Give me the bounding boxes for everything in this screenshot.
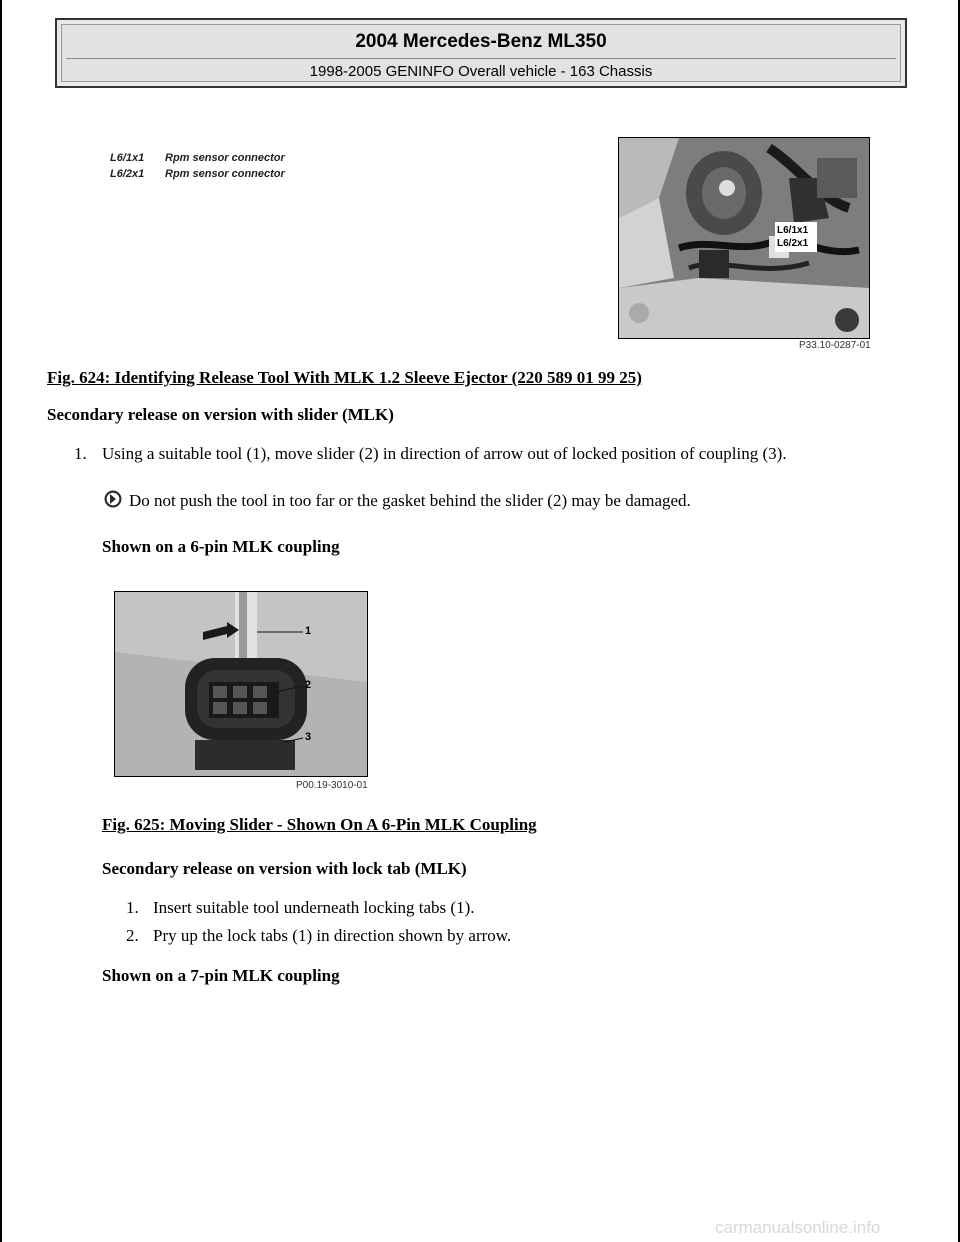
step-text: Using a suitable tool (1), move slider (2) in direction of arrow out of locked position of coupling (3). [102, 444, 787, 463]
legend-row [110, 168, 285, 184]
legend-row [110, 152, 285, 168]
figure-625-caption: Fig. 625: Moving Slider - Shown On A 6-Pin MLK Coupling [102, 815, 537, 834]
legend-code: L6/1x1 [110, 152, 145, 164]
note-icon [103, 489, 123, 509]
callout-label: 1 [305, 625, 312, 637]
page-border-left [0, 0, 2, 1242]
header-divider [66, 58, 896, 59]
watermark: carmanualsonline.info [715, 1218, 881, 1237]
photo-id-624: P33.10-0287-01 [799, 340, 871, 351]
section-heading-lock-tab: Secondary release on version with lock tab (MLK) [102, 859, 467, 878]
legend-label: Rpm sensor connector [165, 152, 285, 164]
note-text: Do not push the tool in too far or the gasket behind the slider (2) may be damaged. [129, 491, 691, 510]
photo-id-625: P00.19-3010-01 [296, 780, 368, 791]
engine-bay-illustration [619, 138, 869, 338]
photo-label: L6/2x1 [777, 238, 809, 249]
step-text: Pry up the lock tabs (1) in direction shown by arrow. [153, 926, 512, 945]
figure-624-caption: Fig. 624: Identifying Release Tool With MLK 1.2 Sleeve Ejector (220 589 01 99 25) [47, 368, 642, 387]
step-number: 1. [74, 444, 87, 463]
shown-on-7pin: Shown on a 7-pin MLK coupling [102, 966, 340, 985]
legend-label: Rpm sensor connector [165, 168, 285, 180]
document-header [55, 18, 907, 88]
coupling-photo [114, 591, 368, 777]
header-title: 2004 Mercedes-Benz ML350 [355, 31, 607, 52]
coupling-illustration [115, 592, 367, 776]
step-number: 1. [126, 898, 139, 917]
callout-label: 2 [305, 679, 312, 691]
engine-bay-photo [618, 137, 870, 339]
legend-code: L6/2x1 [110, 168, 145, 180]
photo-callout-labels [777, 224, 808, 250]
figure-624-legend [110, 152, 285, 184]
step-text: Insert suitable tool underneath locking tabs (1). [153, 898, 475, 917]
header-panel [61, 24, 901, 82]
photo-label: L6/1x1 [777, 225, 809, 236]
section-heading-slider: Secondary release on version with slider (MLK) [47, 405, 394, 424]
shown-on-6pin: Shown on a 6-pin MLK coupling [102, 537, 340, 556]
step-number: 2. [126, 926, 139, 945]
callout-label: 3 [305, 731, 312, 743]
header-subtitle: 1998-2005 GENINFO Overall vehicle - 163 Chassis [309, 63, 653, 80]
